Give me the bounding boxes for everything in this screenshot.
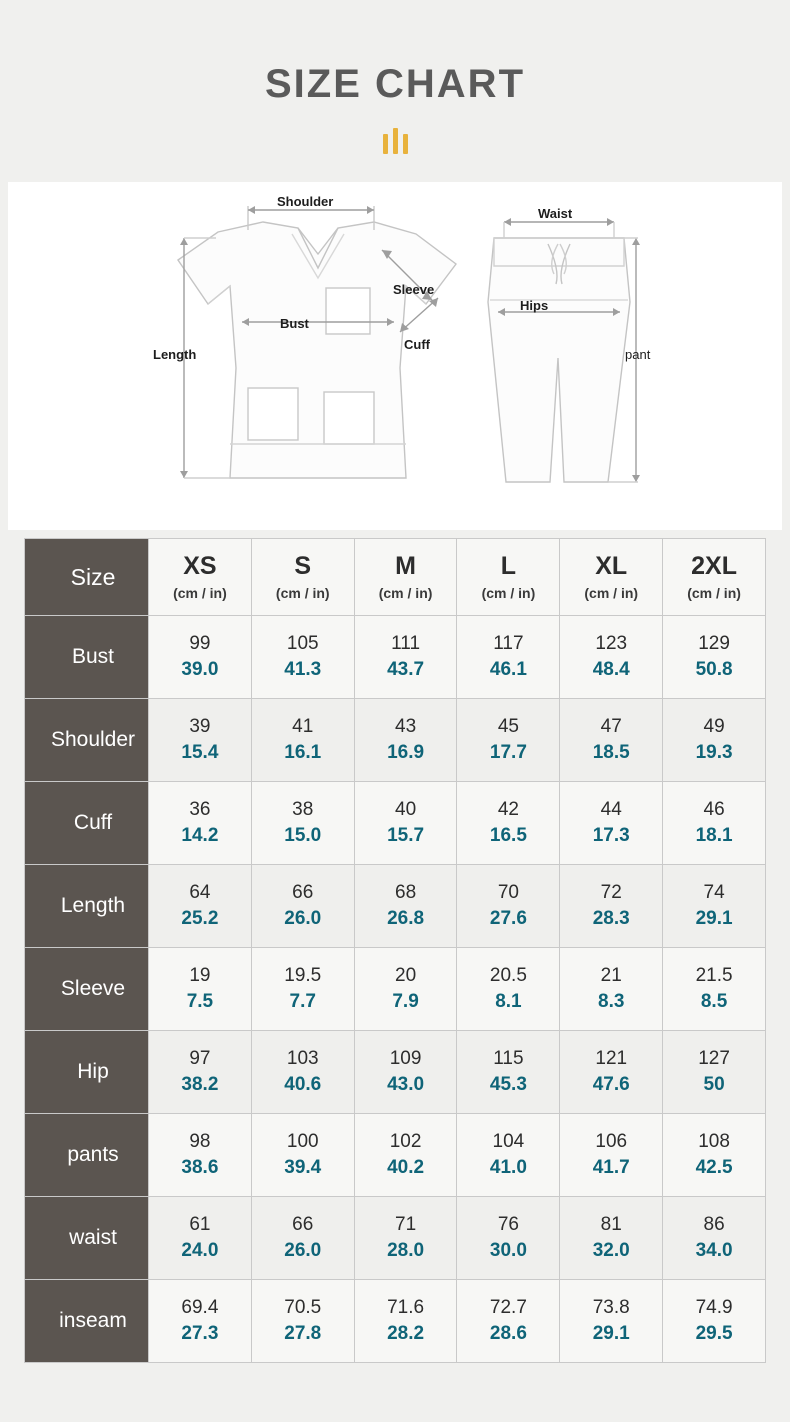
column-size-label: XS bbox=[183, 551, 217, 580]
row-label-sleeve: Sleeve bbox=[25, 948, 149, 1031]
cell-bust-2xl: 129 50.8 bbox=[663, 616, 766, 699]
bar-right bbox=[403, 134, 408, 154]
table-row bbox=[25, 865, 766, 948]
page-title: SIZE CHART bbox=[265, 62, 525, 106]
table-row bbox=[25, 616, 766, 699]
column-header-s bbox=[251, 539, 354, 616]
cell-shoulder-2xl: 49 19.3 bbox=[663, 699, 766, 782]
table-row bbox=[25, 1031, 766, 1114]
cell-cuff-s: 38 15.0 bbox=[251, 782, 354, 865]
cell-inseam-l: 72.7 28.6 bbox=[457, 1280, 560, 1363]
column-unit-label: (cm / in) bbox=[275, 585, 330, 602]
row-label-pants: pants bbox=[25, 1114, 149, 1197]
cell-inseam-xs: 69.4 27.3 bbox=[149, 1280, 252, 1363]
cell-cuff-xs: 36 14.2 bbox=[149, 782, 252, 865]
cell-bust-m: 111 43.7 bbox=[354, 616, 457, 699]
cell-length-xl: 72 28.3 bbox=[560, 865, 663, 948]
cell-sleeve-2xl: 21.5 8.5 bbox=[663, 948, 766, 1031]
cell-sleeve-l: 20.5 8.1 bbox=[457, 948, 560, 1031]
decorative-bars bbox=[0, 128, 790, 154]
cell-shoulder-xl: 47 18.5 bbox=[560, 699, 663, 782]
table-corner-label: Size bbox=[25, 539, 149, 616]
cell-pants-l: 104 41.0 bbox=[457, 1114, 560, 1197]
cell-inseam-2xl: 74.9 29.5 bbox=[663, 1280, 766, 1363]
cell-waist-xl: 81 32.0 bbox=[560, 1197, 663, 1280]
garment-illustration-panel bbox=[8, 182, 782, 530]
size-table bbox=[24, 538, 766, 1363]
cell-sleeve-s: 19.5 7.7 bbox=[251, 948, 354, 1031]
cell-bust-xs: 99 39.0 bbox=[149, 616, 252, 699]
cell-waist-l: 76 30.0 bbox=[457, 1197, 560, 1280]
label-bust: Bust bbox=[280, 316, 309, 331]
cell-cuff-xl: 44 17.3 bbox=[560, 782, 663, 865]
cell-shoulder-xs: 39 15.4 bbox=[149, 699, 252, 782]
row-label-waist: waist bbox=[25, 1197, 149, 1280]
table-row bbox=[25, 782, 766, 865]
column-unit-label: (cm / in) bbox=[584, 585, 639, 602]
cell-shoulder-s: 41 16.1 bbox=[251, 699, 354, 782]
column-unit-label: (cm / in) bbox=[173, 585, 227, 602]
cell-length-2xl: 74 29.1 bbox=[663, 865, 766, 948]
label-sleeve: Sleeve bbox=[393, 282, 435, 297]
cell-hip-m: 109 43.0 bbox=[354, 1031, 457, 1114]
cell-length-xs: 64 25.2 bbox=[149, 865, 252, 948]
column-unit-label: (cm / in) bbox=[378, 585, 433, 602]
row-label-hip: Hip bbox=[25, 1031, 149, 1114]
cell-pants-2xl: 108 42.5 bbox=[663, 1114, 766, 1197]
row-label-cuff: Cuff bbox=[25, 782, 149, 865]
row-label-length: Length bbox=[25, 865, 149, 948]
page-header bbox=[0, 0, 790, 154]
cell-waist-xs: 61 24.0 bbox=[149, 1197, 252, 1280]
cell-inseam-m: 71.6 28.2 bbox=[354, 1280, 457, 1363]
row-label-inseam: inseam bbox=[25, 1280, 149, 1363]
column-size-label: L bbox=[500, 551, 517, 580]
column-unit-label: (cm / in) bbox=[687, 585, 741, 602]
cell-pants-m: 102 40.2 bbox=[354, 1114, 457, 1197]
column-size-label: 2XL bbox=[691, 551, 737, 580]
cell-length-s: 66 26.0 bbox=[251, 865, 354, 948]
label-pant: pant bbox=[625, 347, 651, 362]
cell-cuff-m: 40 15.7 bbox=[354, 782, 457, 865]
cell-pants-xl: 106 41.7 bbox=[560, 1114, 663, 1197]
cell-pants-s: 100 39.4 bbox=[251, 1114, 354, 1197]
label-length: Length bbox=[153, 347, 197, 362]
table-row bbox=[25, 1114, 766, 1197]
column-header-xs bbox=[149, 539, 252, 616]
cell-sleeve-m: 20 7.9 bbox=[354, 948, 457, 1031]
label-shoulder: Shoulder bbox=[277, 194, 334, 209]
cell-bust-xl: 123 48.4 bbox=[560, 616, 663, 699]
label-cuff: Cuff bbox=[404, 337, 430, 352]
column-header-xl bbox=[560, 539, 663, 616]
table-row bbox=[25, 1280, 766, 1363]
row-label-bust: Bust bbox=[25, 616, 149, 699]
cell-cuff-2xl: 46 18.1 bbox=[663, 782, 766, 865]
cell-inseam-s: 70.5 27.8 bbox=[251, 1280, 354, 1363]
column-unit-label: (cm / in) bbox=[481, 585, 536, 602]
cell-sleeve-xs: 19 7.5 bbox=[149, 948, 252, 1031]
table-header-row bbox=[25, 539, 766, 616]
cell-waist-2xl: 86 34.0 bbox=[663, 1197, 766, 1280]
cell-hip-xs: 97 38.2 bbox=[149, 1031, 252, 1114]
bar-left bbox=[383, 134, 388, 154]
cell-hip-s: 103 40.6 bbox=[251, 1031, 354, 1114]
cell-hip-xl: 121 47.6 bbox=[560, 1031, 663, 1114]
table-body bbox=[25, 616, 766, 1363]
table-row bbox=[25, 1197, 766, 1280]
column-header-2xl bbox=[663, 539, 766, 616]
cell-waist-m: 71 28.0 bbox=[354, 1197, 457, 1280]
cell-shoulder-l: 45 17.7 bbox=[457, 699, 560, 782]
label-waist: Waist bbox=[538, 206, 573, 221]
label-hips: Hips bbox=[520, 298, 549, 313]
cell-waist-s: 66 26.0 bbox=[251, 1197, 354, 1280]
table-row bbox=[25, 699, 766, 782]
column-size-label: M bbox=[395, 551, 416, 580]
cell-sleeve-xl: 21 8.3 bbox=[560, 948, 663, 1031]
cell-length-m: 68 26.8 bbox=[354, 865, 457, 948]
garment-diagram bbox=[8, 182, 782, 530]
cell-cuff-l: 42 16.5 bbox=[457, 782, 560, 865]
size-table-wrapper bbox=[24, 530, 766, 1363]
cell-hip-2xl: 127 50 bbox=[663, 1031, 766, 1114]
column-header-m bbox=[354, 539, 457, 616]
cell-hip-l: 115 45.3 bbox=[457, 1031, 560, 1114]
bar-center bbox=[393, 128, 398, 154]
column-size-label: XL bbox=[595, 551, 628, 580]
cell-length-l: 70 27.6 bbox=[457, 865, 560, 948]
cell-inseam-xl: 73.8 29.1 bbox=[560, 1280, 663, 1363]
cell-pants-xs: 98 38.6 bbox=[149, 1114, 252, 1197]
cell-shoulder-m: 43 16.9 bbox=[354, 699, 457, 782]
table-row bbox=[25, 948, 766, 1031]
cell-bust-l: 117 46.1 bbox=[457, 616, 560, 699]
column-header-l bbox=[457, 539, 560, 616]
row-label-shoulder: Shoulder bbox=[25, 699, 149, 782]
column-size-label: S bbox=[294, 551, 312, 580]
cell-bust-s: 105 41.3 bbox=[251, 616, 354, 699]
